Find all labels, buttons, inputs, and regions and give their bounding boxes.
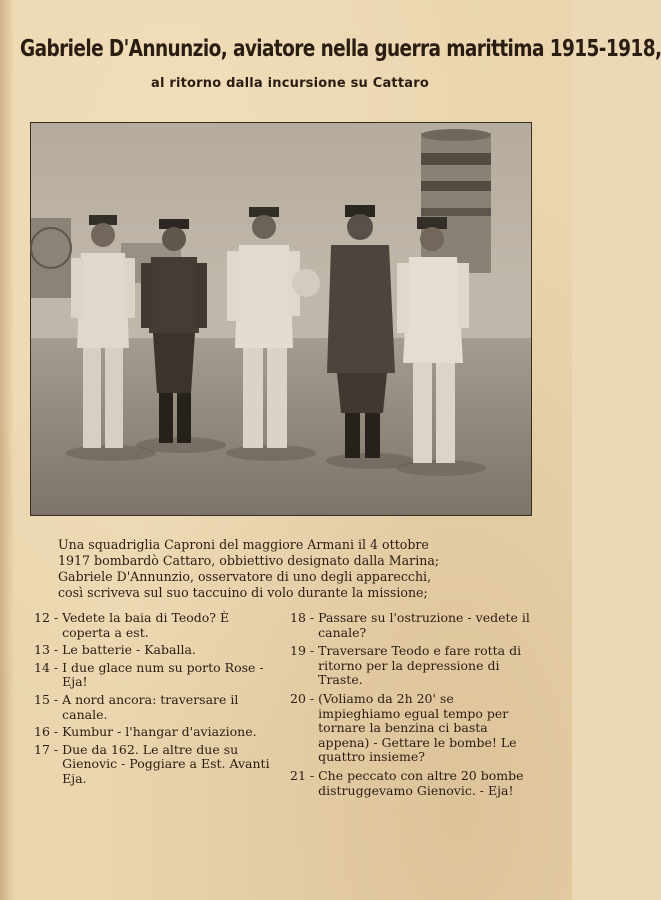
entry-number: 13 - [34,642,59,658]
entry-number: 12 - [34,610,59,625]
list-item [34,643,280,658]
list-item [34,611,280,640]
entry-number: 16 - [34,724,59,740]
entry-text: Che peccato con altre 20 bombe distruggevamo Gienovic. - Eja! [318,767,524,798]
group-photograph [30,122,532,516]
intro-line: così scriveva sul suo taccuino di volo durante la missione; [58,585,428,600]
list-item [290,692,534,765]
entry-number: 21 - [290,767,315,783]
entry-number: 20 - [290,690,315,706]
entry-text: I due glace num su porto Rose - Eja! [62,659,264,690]
list-item [34,743,280,787]
entry-text: Traversare Teodo e fare rotta di ritorno per la depressione di Traste. [318,643,522,688]
list-item [34,661,280,690]
entry-number: 18 - [290,610,315,625]
entry-number: 14 - [34,659,59,675]
list-item [290,611,534,640]
list-item [290,769,534,798]
page-title: Gabriele D'Annunzio, aviatore nella guerra marittima 1915-1918, [20,36,661,63]
entry-text: (Voliamo da 2h 20' se impieghiamo egual tempo per tornare la benzina ci basta appena) - Gettare le bombe! Le quattro insieme? [318,690,517,765]
list-item [34,693,280,722]
paper-edge-shadow [0,0,14,900]
intro-paragraph [58,537,528,601]
notes-right-column [290,611,534,802]
notes-left-column [34,611,280,790]
entry-text: Due da 162. Le altre due su Gienovic - Poggiare a Est. Avanti Eja. [62,741,270,786]
entry-text: Vedete la baia di Teodo? È coperta a est. [62,610,230,640]
intro-line: Gabriele D'Annunzio, osservatore di uno degli apparecchi, [58,569,432,584]
list-item [290,644,534,688]
list-item [34,725,280,740]
entry-number: 15 - [34,691,59,707]
entry-text: Passare su l'ostruzione - vedete il canale? [318,610,530,640]
entry-text: Le batterie - Kaballa. [62,642,196,658]
entry-text: Kumbur - l'hangar d'aviazione. [62,724,257,740]
page-subtitle: al ritorno dalla incursione su Cattaro [151,76,429,91]
intro-line: Una squadriglia Caproni del maggiore Armani il 4 ottobre [58,537,429,552]
intro-line: 1917 bombardò Cattaro, obbiettivo designato dalla Marina; [58,553,440,568]
entry-number: 17 - [34,741,59,757]
entry-text: A nord ancora: traversare il canale. [62,691,239,722]
entry-number: 19 - [290,643,315,659]
